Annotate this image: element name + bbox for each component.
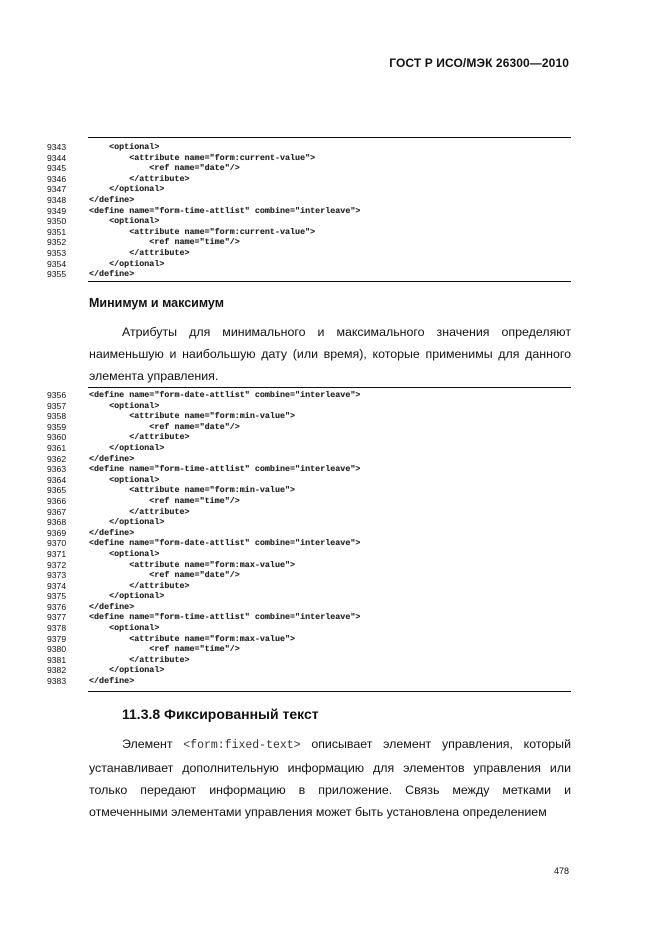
- code-line: [0, 184, 661, 195]
- line-number: 9362: [47, 453, 67, 464]
- code-block-2: [0, 390, 661, 687]
- code-block-1-bottom-rule: [88, 281, 571, 282]
- code-text: <ref name="time"/>: [89, 237, 240, 248]
- code-line: [0, 227, 661, 238]
- code-text: <attribute name="form:current-value">: [89, 152, 316, 163]
- code-line: [0, 570, 661, 581]
- code-line: [0, 454, 661, 465]
- code-text: <ref name="date"/>: [89, 570, 240, 581]
- code-text: <ref name="date"/>: [89, 163, 240, 174]
- code-line: [0, 549, 661, 560]
- line-number: 9347: [47, 184, 67, 195]
- code-line: [0, 634, 661, 645]
- line-number: 9363: [47, 464, 67, 475]
- code-line: [0, 216, 661, 227]
- code-line: [0, 390, 661, 401]
- code-line: [0, 581, 661, 592]
- line-number: 9375: [47, 591, 67, 602]
- line-number: 9356: [47, 390, 67, 400]
- code-text: <attribute name="form:min-value">: [89, 485, 296, 496]
- code-text: </optional>: [89, 665, 165, 676]
- code-text: </attribute>: [89, 506, 190, 517]
- code-line: [0, 612, 661, 623]
- code-text: <define name="form-date-attlist" combine="interleave">: [89, 390, 361, 400]
- code-line: [0, 475, 661, 486]
- code-text: </optional>: [89, 184, 165, 195]
- code-line: [0, 644, 661, 655]
- code-line: [0, 655, 661, 666]
- line-number: 9381: [47, 654, 67, 665]
- line-number: 9372: [47, 559, 67, 570]
- code-line: [0, 153, 661, 164]
- line-number: 9361: [47, 442, 67, 453]
- line-number: 9365: [47, 485, 67, 496]
- paragraph-fixed-text: [89, 733, 571, 823]
- code-line: [0, 248, 661, 259]
- code-line: [0, 163, 661, 174]
- code-text: </attribute>: [89, 173, 190, 184]
- code-line: [0, 206, 661, 217]
- code-text: <optional>: [89, 216, 160, 227]
- paragraph-fixed-text-before: Элемент: [122, 737, 173, 751]
- code-text: </attribute>: [89, 654, 190, 665]
- code-line: [0, 507, 661, 518]
- line-number: 9364: [47, 474, 67, 485]
- paragraph-min-max: Атрибуты для минимального и максимального значения определяют наименьшую и наибольшую дату (или время), которые применимы для данного элемента управления.: [89, 325, 571, 383]
- line-number: 9359: [47, 421, 67, 432]
- code-text: </define>: [89, 453, 135, 464]
- code-block-1: [0, 142, 661, 280]
- code-line: [0, 591, 661, 602]
- page-number: 478: [553, 866, 569, 876]
- code-text: <optional>: [89, 142, 160, 152]
- code-line: [0, 422, 661, 433]
- code-line: [0, 174, 661, 185]
- line-number: 9380: [47, 644, 67, 655]
- line-number: 9358: [47, 411, 67, 422]
- code-text: </attribute>: [89, 432, 190, 443]
- line-number: 9354: [47, 258, 67, 269]
- code-line: [0, 195, 661, 206]
- inline-code-form-fixed-text: <form:fixed-text>: [183, 739, 301, 752]
- page-header-title: ГОСТ Р ИСО/МЭК 26300—2010: [389, 56, 569, 70]
- code-text: <ref name="time"/>: [89, 644, 240, 655]
- line-number: 9355: [47, 269, 67, 280]
- paragraph-fixed-text-after: описывает элемент управления, который устанавливает дополнительную информацию для элементов управления или только передают информацию в приложение. Связь между метками и отмеченными элементами управления может быть установлена определением: [89, 737, 571, 819]
- code-text: </optional>: [89, 517, 165, 528]
- line-number: 9346: [47, 173, 67, 184]
- line-number: 9343: [47, 142, 67, 152]
- code-line: [0, 485, 661, 496]
- line-number: 9345: [47, 163, 67, 174]
- code-line: [0, 665, 661, 676]
- line-number: 9353: [47, 247, 67, 258]
- code-text: </attribute>: [89, 580, 190, 591]
- line-number: 9370: [47, 538, 67, 549]
- code-text: </define>: [89, 676, 135, 687]
- line-number: 9373: [47, 570, 67, 581]
- line-number: 9379: [47, 633, 67, 644]
- code-line: [0, 142, 661, 153]
- code-text: <attribute name="form:min-value">: [89, 411, 296, 422]
- line-number: 9360: [47, 432, 67, 443]
- line-number: 9378: [47, 623, 67, 634]
- code-text: </define>: [89, 527, 135, 538]
- code-text: <ref name="time"/>: [89, 495, 240, 506]
- line-number: 9371: [47, 548, 67, 559]
- code-text: <optional>: [89, 474, 160, 485]
- code-text: </optional>: [89, 258, 165, 269]
- code-text: <define name="form-date-attlist" combine="interleave">: [89, 538, 361, 549]
- line-number: 9368: [47, 517, 67, 528]
- line-number: 9350: [47, 216, 67, 227]
- code-line: [0, 464, 661, 475]
- line-number: 9351: [47, 226, 67, 237]
- code-text: <define name="form-time-attlist" combine="interleave">: [89, 612, 361, 623]
- code-line: [0, 517, 661, 528]
- line-number: 9367: [47, 506, 67, 517]
- code-line: [0, 623, 661, 634]
- code-line: [0, 538, 661, 549]
- line-number: 9352: [47, 237, 67, 248]
- code-block-2-bottom-rule: [88, 691, 571, 692]
- code-line: [0, 259, 661, 270]
- code-text: <optional>: [89, 400, 160, 411]
- code-block-2-top-rule: [88, 387, 571, 388]
- line-number: 9374: [47, 580, 67, 591]
- line-number: 9357: [47, 400, 67, 411]
- code-text: </define>: [89, 601, 135, 612]
- code-text: </define>: [89, 194, 135, 205]
- code-line: [0, 602, 661, 613]
- section-heading-min-max: Минимум и максимум: [89, 296, 224, 310]
- code-text: <ref name="date"/>: [89, 421, 240, 432]
- code-text: <attribute name="form:max-value">: [89, 559, 296, 570]
- code-text: </optional>: [89, 591, 165, 602]
- code-line: [0, 560, 661, 571]
- code-text: </define>: [89, 269, 135, 280]
- code-line: [0, 676, 661, 687]
- code-line: [0, 411, 661, 422]
- code-text: <define name="form-time-attlist" combine="interleave">: [89, 205, 361, 216]
- line-number: 9377: [47, 612, 67, 623]
- line-number: 9366: [47, 495, 67, 506]
- line-number: 9383: [47, 676, 67, 687]
- code-text: <attribute name="form:current-value">: [89, 226, 316, 237]
- code-text: <optional>: [89, 623, 160, 634]
- code-text: <attribute name="form:max-value">: [89, 633, 296, 644]
- code-text: </attribute>: [89, 247, 190, 258]
- line-number: 9369: [47, 527, 67, 538]
- line-number: 9349: [47, 205, 67, 216]
- code-line: [0, 401, 661, 412]
- code-block-1-top-rule: [88, 137, 571, 138]
- line-number: 9348: [47, 194, 67, 205]
- code-text: </optional>: [89, 442, 165, 453]
- line-number: 9344: [47, 152, 67, 163]
- code-line: [0, 496, 661, 507]
- code-line: [0, 269, 661, 280]
- code-text: <optional>: [89, 548, 160, 559]
- code-line: [0, 528, 661, 539]
- code-line: [0, 443, 661, 454]
- code-line: [0, 237, 661, 248]
- section-heading-fixed-text: 11.3.8 Фиксированный текст: [122, 706, 319, 722]
- line-number: 9382: [47, 665, 67, 676]
- code-line: [0, 432, 661, 443]
- code-text: <define name="form-time-attlist" combine="interleave">: [89, 464, 361, 475]
- line-number: 9376: [47, 601, 67, 612]
